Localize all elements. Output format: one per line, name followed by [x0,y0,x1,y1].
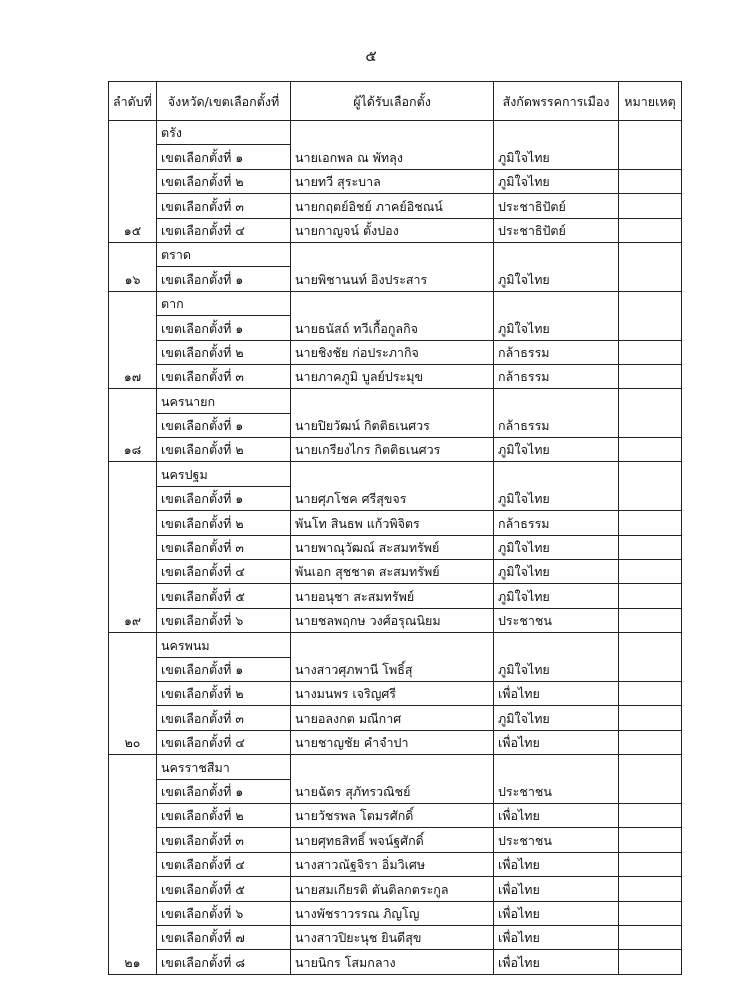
table-row [109,877,682,901]
party-name: ภูมิใจไทย [494,316,619,340]
empty-note-cell [619,242,682,266]
district-label: เขตเลือกตั้งที่ ๓ [157,828,291,852]
table-row [109,608,682,632]
district-label: เขตเลือกตั้งที่ ๓ [157,364,291,388]
elected-name: นางพัชราวรรณ ภิญโญ [291,901,494,925]
party-name: เพื่อไทย [494,803,619,827]
election-results-table [108,81,682,975]
province-seq: ๑๙ [109,462,157,633]
province-name: ตาก [157,291,291,315]
district-label: เขตเลือกตั้งที่ ๒ [157,438,291,462]
header-note: หมายเหตุ [619,82,682,121]
elected-name: นายศุภโชค ศรีสุขจร [291,486,494,510]
province-name: นครนายก [157,389,291,413]
district-label: เขตเลือกตั้งที่ ๒ [157,803,291,827]
empty-name-cell [291,389,494,413]
elected-name: นายอลงกต มณีกาศ [291,706,494,730]
note-cell [619,681,682,705]
table-header-row [109,82,682,121]
table-row [109,340,682,364]
elected-name: นายศุทธสิทธิ์ พจน์ฐศักดิ์ [291,828,494,852]
table-row [109,267,682,291]
elected-name: พันโท สินธพ แก้วพิจิตร [291,511,494,535]
note-cell [619,950,682,974]
elected-name: นายนิกร โสมกลาง [291,950,494,974]
province-seq: ๑๕ [109,121,157,243]
empty-party-cell [494,462,619,486]
table-row [109,364,682,388]
party-name: เพื่อไทย [494,925,619,949]
table-row [109,316,682,340]
elected-name: นายฉัตร สุภัทรวณิชย์ [291,779,494,803]
elected-name: นางสาวณัฐจิรา อิ่มวิเศษ [291,852,494,876]
province-name: นครปฐม [157,462,291,486]
table-row [109,901,682,925]
district-label: เขตเลือกตั้งที่ ๖ [157,608,291,632]
province-name: ตราด [157,242,291,266]
party-name: เพื่อไทย [494,681,619,705]
page-number: ๕ [365,47,377,65]
party-name: ประชาธิปัตย์ [494,218,619,242]
note-cell [619,657,682,681]
note-cell [619,145,682,169]
elected-name: นางมนพร เจริญศรี [291,681,494,705]
elected-name: นายปิยวัฒน์ กิตติธเนศวร [291,413,494,437]
province-row [109,242,682,266]
district-label: เขตเลือกตั้งที่ ๑ [157,486,291,510]
empty-name-cell [291,755,494,779]
note-cell [619,584,682,608]
empty-note-cell [619,291,682,315]
empty-note-cell [619,633,682,657]
empty-name-cell [291,242,494,266]
party-name: เพื่อไทย [494,730,619,754]
elected-name: นายพาณุวัฒณ์ สะสมทรัพย์ [291,535,494,559]
table-row [109,584,682,608]
district-label: เขตเลือกตั้งที่ ๓ [157,194,291,218]
elected-name: นายกฤตย์อิชย์ ภาคย์อิชณน์ [291,194,494,218]
elected-name: นางสาวศุภพานี โพธิ์สุ [291,657,494,681]
elected-name: นายสมเกียรติ ตันติลกตระกูล [291,877,494,901]
province-name: ตรัง [157,121,291,145]
empty-name-cell [291,121,494,145]
table-row [109,511,682,535]
district-label: เขตเลือกตั้งที่ ๔ [157,560,291,584]
table-row [109,925,682,949]
district-label: เขตเลือกตั้งที่ ๓ [157,706,291,730]
empty-name-cell [291,462,494,486]
party-name: ประชาชน [494,779,619,803]
note-cell [619,169,682,193]
table-row [109,535,682,559]
empty-note-cell [619,121,682,145]
note-cell [619,730,682,754]
district-label: เขตเลือกตั้งที่ ๑ [157,316,291,340]
table-row [109,169,682,193]
province-name: นครราชสีมา [157,755,291,779]
elected-name: นายพิชานนท์ อิงประสาร [291,267,494,291]
header-party: สังกัดพรรคการเมือง [494,82,619,121]
district-label: เขตเลือกตั้งที่ ๒ [157,169,291,193]
elected-name: นายเอกพล ณ พัทลุง [291,145,494,169]
note-cell [619,486,682,510]
note-cell [619,828,682,852]
empty-party-cell [494,242,619,266]
note-cell [619,706,682,730]
table-row [109,730,682,754]
province-row [109,291,682,315]
note-cell [619,413,682,437]
table-row [109,486,682,510]
header-name: ผู้ได้รับเลือกตั้ง [291,82,494,121]
table-row [109,706,682,730]
party-name: กล้าธรรม [494,340,619,364]
table-row [109,828,682,852]
district-label: เขตเลือกตั้งที่ ๘ [157,950,291,974]
table-row [109,779,682,803]
party-name: กล้าธรรม [494,413,619,437]
district-label: เขตเลือกตั้งที่ ๔ [157,730,291,754]
party-name: ภูมิใจไทย [494,657,619,681]
elected-name: นายภาคภูมิ บูลย์ประมุข [291,364,494,388]
party-name: เพื่อไทย [494,852,619,876]
district-label: เขตเลือกตั้งที่ ๑ [157,145,291,169]
elected-name: นายธนัสถ์ ทวีเกื้อกูลกิจ [291,316,494,340]
note-cell [619,340,682,364]
table-row [109,681,682,705]
party-name: กล้าธรรม [494,364,619,388]
elected-name: นายวัชรพล โตมรศักดิ์ [291,803,494,827]
district-label: เขตเลือกตั้งที่ ๑ [157,779,291,803]
header-seq: ลำดับที่ [109,82,157,121]
party-name: ภูมิใจไทย [494,486,619,510]
party-name: ภูมิใจไทย [494,145,619,169]
note-cell [619,852,682,876]
empty-name-cell [291,633,494,657]
party-name: ประชาธิปัตย์ [494,194,619,218]
note-cell [619,877,682,901]
table-row [109,438,682,462]
district-label: เขตเลือกตั้งที่ ๔ [157,218,291,242]
table-row [109,194,682,218]
empty-party-cell [494,389,619,413]
table-row [109,145,682,169]
province-seq: ๒๐ [109,633,157,755]
party-name: ภูมิใจไทย [494,706,619,730]
province-row [109,121,682,145]
empty-party-cell [494,291,619,315]
party-name: ภูมิใจไทย [494,267,619,291]
empty-party-cell [494,121,619,145]
note-cell [619,194,682,218]
note-cell [619,316,682,340]
province-seq: ๑๖ [109,242,157,291]
note-cell [619,438,682,462]
party-name: ประชาชน [494,608,619,632]
district-label: เขตเลือกตั้งที่ ๖ [157,901,291,925]
district-label: เขตเลือกตั้งที่ ๑ [157,657,291,681]
table-row [109,413,682,437]
table-row [109,803,682,827]
elected-name: นายชาญชัย คำจำปา [291,730,494,754]
elected-name: นายอนุชา สะสมทรัพย์ [291,584,494,608]
table-row [109,657,682,681]
note-cell [619,267,682,291]
district-label: เขตเลือกตั้งที่ ๒ [157,681,291,705]
district-label: เขตเลือกตั้งที่ ๕ [157,877,291,901]
district-label: เขตเลือกตั้งที่ ๒ [157,340,291,364]
district-label: เขตเลือกตั้งที่ ๒ [157,511,291,535]
district-label: เขตเลือกตั้งที่ ๗ [157,925,291,949]
elected-name: นายชลพฤกษ วงศ์อรุณนิยม [291,608,494,632]
province-name: นครพนม [157,633,291,657]
province-row [109,755,682,779]
district-label: เขตเลือกตั้งที่ ๕ [157,584,291,608]
note-cell [619,803,682,827]
note-cell [619,608,682,632]
party-name: ประชาชน [494,828,619,852]
note-cell [619,925,682,949]
province-seq: ๒๑ [109,755,157,975]
empty-party-cell [494,755,619,779]
party-name: ภูมิใจไทย [494,535,619,559]
elected-name: พันเอก สุชชาต สะสมทรัพย์ [291,560,494,584]
table-row [109,950,682,974]
table-row [109,560,682,584]
empty-party-cell [494,633,619,657]
table-row [109,218,682,242]
district-label: เขตเลือกตั้งที่ ๑ [157,267,291,291]
note-cell [619,364,682,388]
elected-name: นางสาวปิยะนุช ยินดีสุข [291,925,494,949]
note-cell [619,560,682,584]
province-row [109,633,682,657]
empty-name-cell [291,291,494,315]
district-label: เขตเลือกตั้งที่ ๓ [157,535,291,559]
province-seq: ๑๘ [109,389,157,462]
elected-name: นายเกรียงไกร กิตติธเนศวร [291,438,494,462]
district-label: เขตเลือกตั้งที่ ๑ [157,413,291,437]
province-row [109,462,682,486]
note-cell [619,901,682,925]
party-name: เพื่อไทย [494,950,619,974]
district-label: เขตเลือกตั้งที่ ๔ [157,852,291,876]
elected-name: นายชิงชัย ก่อประภากิจ [291,340,494,364]
party-name: ภูมิใจไทย [494,584,619,608]
party-name: เพื่อไทย [494,901,619,925]
empty-note-cell [619,755,682,779]
note-cell [619,511,682,535]
party-name: เพื่อไทย [494,877,619,901]
province-row [109,389,682,413]
elected-name: นายกาญจน์ ตั้งปอง [291,218,494,242]
note-cell [619,535,682,559]
party-name: ภูมิใจไทย [494,438,619,462]
table-body [109,121,682,975]
header-area: จังหวัด/เขตเลือกตั้งที่ [157,82,291,121]
note-cell [619,218,682,242]
table-row [109,852,682,876]
elected-name: นายทวี สุระบาล [291,169,494,193]
party-name: ภูมิใจไทย [494,560,619,584]
empty-note-cell [619,462,682,486]
empty-note-cell [619,389,682,413]
party-name: กล้าธรรม [494,511,619,535]
province-seq: ๑๗ [109,291,157,389]
note-cell [619,779,682,803]
party-name: ภูมิใจไทย [494,169,619,193]
